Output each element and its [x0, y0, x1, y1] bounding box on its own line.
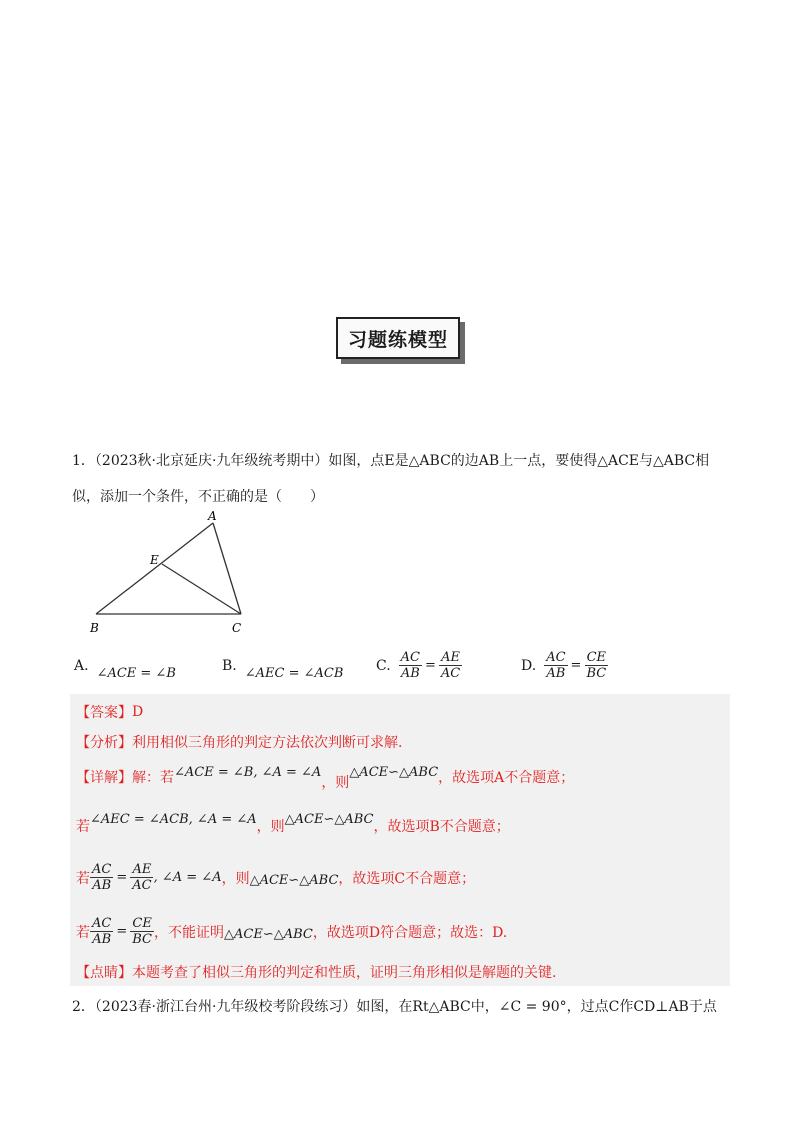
detail-tag: 【详解】 [76, 770, 132, 786]
option-d-fraction-1: $\frac{AC}{AB}$ [546, 650, 566, 681]
detail-1-math-2: △ACE∽△ABC [349, 764, 439, 780]
segment-ce [162, 564, 241, 614]
option-c-equals: = [425, 658, 436, 673]
option-c-fraction-2: $\frac{AE}{AC}$ [440, 650, 461, 681]
label-e: E [150, 553, 159, 567]
detail-3-fraction-2: $\frac{AE}{AC}$ [132, 862, 152, 893]
answer-tag: 【答案】 [76, 705, 132, 721]
detail-2-math: ∠AEC = ∠ACB, ∠A = ∠A [90, 811, 257, 827]
option-a-label: A. [74, 657, 89, 674]
point-line [76, 962, 556, 982]
option-d-fraction-2: $\frac{CE}{BC}$ [586, 650, 607, 681]
detail-2-math-2: △ACE∽△ABC [284, 811, 374, 827]
detail-1-post: ，故选项A不合题意； [438, 770, 575, 786]
detail-3-math-2: △ACE∽△ABC [249, 873, 339, 888]
detail-3-post: ，故选项C不合题意； [338, 870, 476, 887]
option-d-equals: = [570, 658, 582, 673]
detail-3-equals: = [116, 870, 128, 885]
option-b-label: B. [222, 657, 237, 674]
detail-line-1 [76, 762, 574, 792]
option-d[interactable] [521, 650, 608, 681]
label-c: C [232, 621, 242, 635]
detail-4-math-2: △ACE∽△ABC [224, 927, 313, 942]
analysis-text: 利用相似三角形的判定方法依次判断可求解. [132, 735, 403, 751]
detail-1-mid: ，则 [321, 775, 350, 791]
question-1-line-2: 似，添加一个条件，不正确的是（ ） [72, 489, 324, 505]
detail-line-3 [76, 862, 475, 893]
detail-3-pre: 若 [76, 870, 90, 887]
label-a: A [208, 509, 217, 523]
detail-line-4 [76, 916, 507, 947]
answer-line [76, 702, 143, 722]
option-a-math: ∠ACE = ∠B [96, 666, 176, 681]
triangle-figure [84, 508, 254, 638]
detail-2-pre: 若 [76, 819, 90, 835]
point-tag: 【点睛】 [76, 965, 132, 981]
detail-4-post: ，故选项D符合题意；故选：D. [312, 924, 508, 941]
detail-4-equals: = [116, 924, 128, 939]
detail-1-math: ∠ACE = ∠B, ∠A = ∠A [174, 764, 322, 780]
option-c-label: C. [376, 657, 391, 674]
question-1-line-1: 1．（2023秋·北京延庆·九年级统考期中）如图，点E是△ABC的边AB上一点，要使得△ACE与△ABC相 [72, 453, 710, 469]
label-b: B [90, 621, 99, 635]
option-b[interactable] [222, 650, 343, 681]
section-title: 习题练模型 [336, 317, 460, 359]
detail-4-pre: 若 [76, 924, 90, 941]
detail-line-2 [76, 811, 510, 836]
detail-1-pre: 解：若 [132, 770, 174, 786]
answer-block [70, 694, 730, 986]
option-b-math: ∠AEC = ∠ACB [244, 666, 344, 681]
detail-3-mid: ，则 [221, 870, 250, 887]
answer-value: D [132, 704, 144, 720]
detail-4-fraction-1: $\frac{AC}{AB}$ [92, 916, 112, 947]
option-a[interactable] [74, 650, 176, 681]
question-2-line-1: 2．（2023春·浙江台州·九年级校考阶段练习）如图，在Rt△ABC中，∠C = 90°，过点C作CD⊥AB于点 [72, 999, 717, 1015]
detail-3-fraction-1: $\frac{AC}{AB}$ [92, 862, 112, 893]
analysis-line [76, 732, 402, 752]
side-ac [213, 523, 241, 614]
option-d-label: D. [521, 657, 537, 674]
side-ba [96, 523, 213, 614]
option-c-fraction-1: $\frac{AC}{AB}$ [400, 650, 421, 681]
detail-2-post: ，故选项B不合题意； [373, 819, 510, 835]
analysis-tag: 【分析】 [76, 735, 132, 751]
point-text: 本题考查了相似三角形的判定和性质，证明三角形相似是解题的关键. [132, 965, 557, 981]
option-c[interactable] [376, 650, 462, 681]
detail-4-fraction-2: $\frac{CE}{BC}$ [132, 916, 152, 947]
detail-2-mid: ，则 [256, 819, 285, 835]
detail-4-mid: ，不能证明 [154, 924, 224, 941]
detail-3-math: , ∠A = ∠A [153, 870, 222, 885]
